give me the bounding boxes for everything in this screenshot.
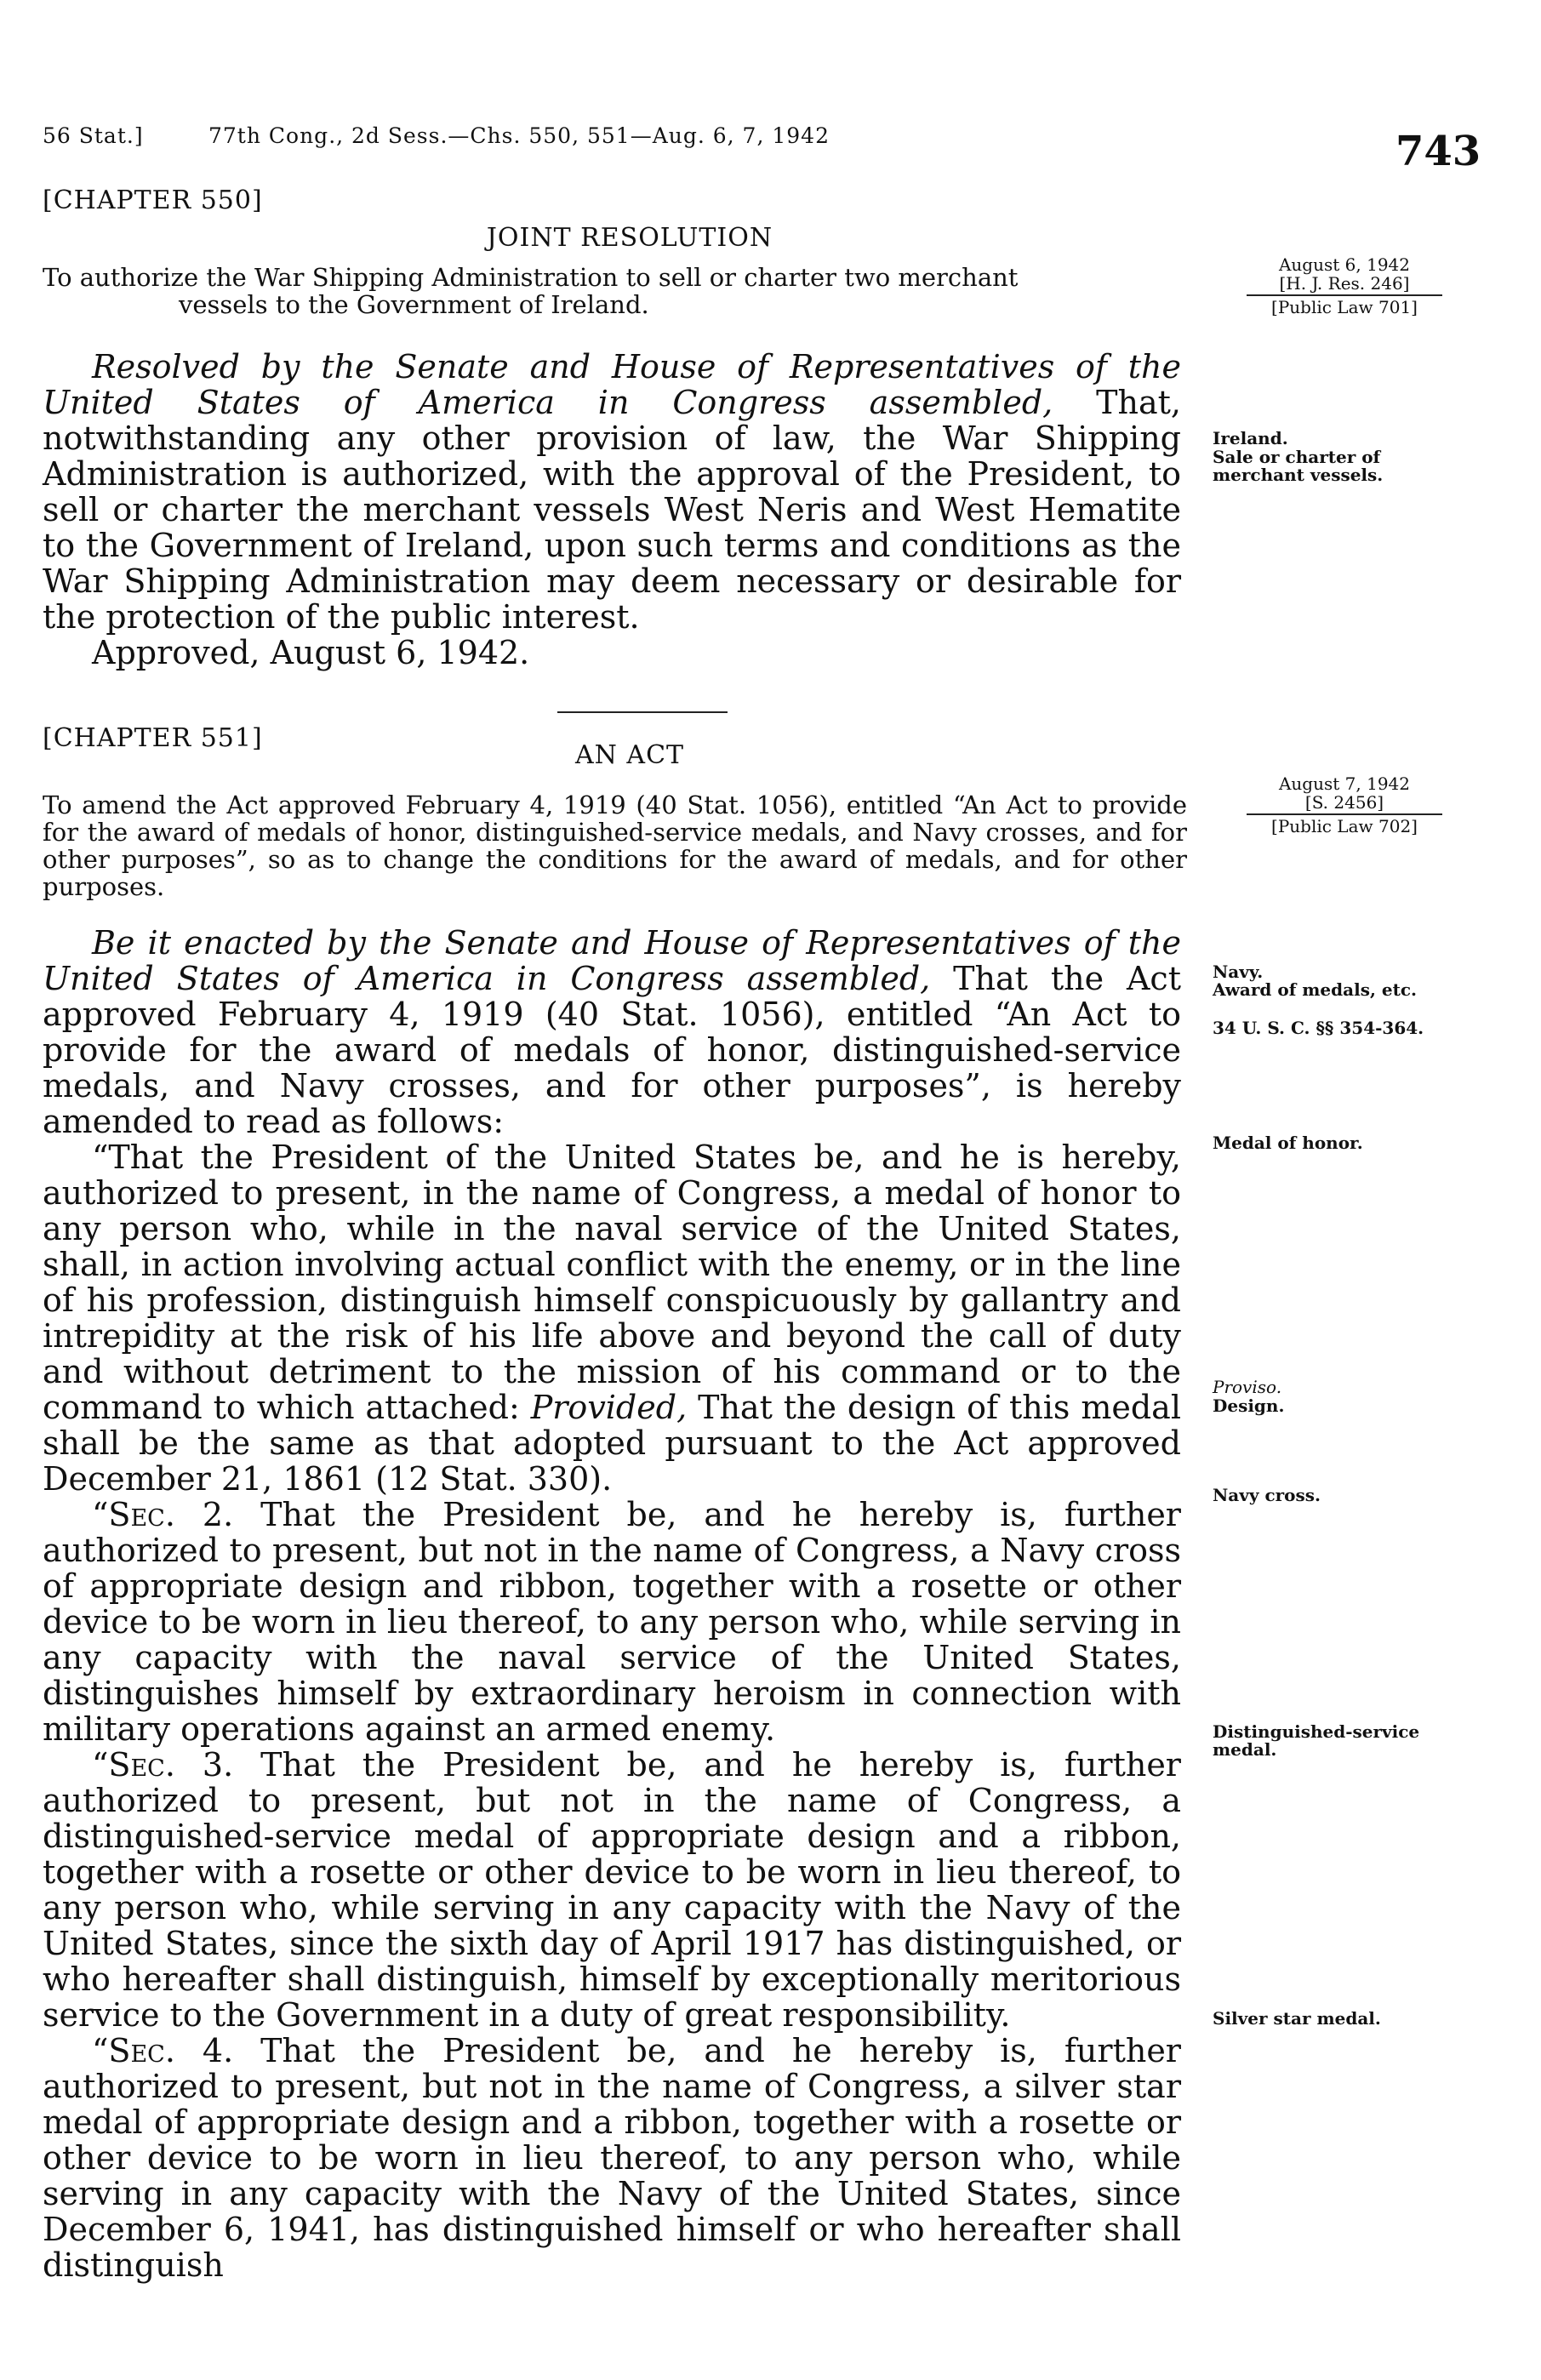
margin-note-distinguished-service-medal: Distinguished-service medal. <box>1213 1721 1420 1760</box>
chapter-550-enacting-clause: Resolved by the Senate and House of Representatives of the United States of America in Congress assembled, <box>43 348 1181 421</box>
chapter-550-purpose <box>43 264 1217 318</box>
margin-note-design: Design. <box>1213 1395 1285 1416</box>
chapter-551-margin-law: [Public Law 702] <box>1271 816 1418 836</box>
section-1-paragraph <box>43 1139 1181 1497</box>
section-2-paragraph <box>43 1497 1181 1747</box>
margin-note-award-of-medals: Award of medals, etc. <box>1213 979 1417 1000</box>
chapter-550-margin-date: August 6, 1942 <box>1278 254 1410 275</box>
chapter-551-label: [CHAPTER 551] <box>43 723 263 753</box>
chapter-551-purpose: To amend the Act approved February 4, 1919 (40 Stat. 1056), entitled “An Act to provide for the award of medals of honor, distinguished-service medals, and Navy crosses, and for other purposes”, so as to change the conditions for the award of medals, and for other purposes. <box>43 790 1187 901</box>
margin-note-navy: Navy. <box>1213 962 1264 982</box>
chapter-551-intro-paragraph <box>43 925 1181 1139</box>
chapter-550-paragraph <box>43 349 1181 635</box>
running-header-citation: 56 Stat.] <box>43 123 144 148</box>
margin-note-usc-citation: 34 U. S. C. §§ 354-364. <box>1213 1018 1424 1038</box>
chapter-550-purpose-line1: To authorize the War Shipping Administration to sell or charter two merchant <box>43 263 1019 292</box>
chapter-551-intro: That the Act approved February 4, 1919 (40 Stat. 1056), entitled “An Act to provide for the award of medals of honor, distinguished-service medals, and Navy crosses, and for other purposes”, is hereby amended to read as follows: <box>43 960 1181 1140</box>
chapter-550-type: JOINT RESOLUTION <box>486 223 773 253</box>
margin-note-silver-star: Silver star medal. <box>1213 2008 1381 2029</box>
chapter-551-enacting-clause: Be it enacted by the Senate and House of Representatives of the United States of America in Congress assembled, <box>43 924 1181 997</box>
chapter-550-margin-bill: [H. J. Res. 246] <box>1279 273 1410 294</box>
chapter-550-margin-law: [Public Law 701] <box>1271 297 1418 317</box>
section-3-label: “Sec. 3. <box>92 1746 234 1784</box>
running-header-session: 77th Cong., 2d Sess.—Chs. 550, 551—Aug. 6, 7, 1942 <box>208 123 830 148</box>
chapter-divider <box>557 711 728 713</box>
margin-note-sale-charter: Sale or charter of merchant vessels. <box>1213 447 1384 485</box>
chapter-550-approved: Approved, August 6, 1942. <box>92 634 530 671</box>
chapter-551-body <box>43 925 1181 2283</box>
chapter-551-type: AN ACT <box>574 740 685 770</box>
margin-note-medal-of-honor: Medal of honor. <box>1213 1133 1363 1153</box>
section-3-paragraph <box>43 1747 1181 2033</box>
section-4-label: “Sec. 4. <box>92 2032 234 2069</box>
chapter-551-margin-bill: [S. 2456] <box>1304 792 1384 813</box>
section-1-text: “That the President of the United States be, and he is hereby, authorized to present, in the name of Congress, a medal of honor to any person who, while in the naval service of the United States, shall, in action involving actual conflict with the enemy, or in the line of his profession, distinguish himself conspicuously by gallantry and intrepidity at the risk of his life above and beyond the call of duty and without detriment to the mission of his command or to the command to which attached: <box>43 1139 1181 1426</box>
chapter-551-margin-date: August 7, 1942 <box>1278 773 1410 794</box>
section-2-text: That the President be, and he hereby is, further authorized to present, but not in the name of Congress, a Navy cross of appropriate design and ribbon, together with a rosette or other device to be worn in lieu thereof, to any person who, while serving in any capacity with the naval service of the United States, distinguishes himself by extraordinary heroism in connection with military operations against an armed enemy. <box>43 1496 1181 1748</box>
chapter-550-purpose-line2: vessels to the Government of Ireland. <box>179 290 649 319</box>
chapter-551-margin-rule <box>1247 813 1442 815</box>
section-2-label: “Sec. 2. <box>92 1496 234 1533</box>
chapter-550-margin-rule <box>1247 294 1442 296</box>
section-1-proviso-text: That the design of this medal shall be the same as that adopted pursuant to the Act approved December 21, 1861 (12 Stat. 330). <box>43 1389 1181 1498</box>
page-number: 743 <box>1395 128 1481 175</box>
chapter-550-margin-stub <box>1238 255 1451 317</box>
margin-note-ireland: Ireland. <box>1213 428 1288 448</box>
proviso-word: Provided, <box>530 1389 688 1426</box>
section-3-text: That the President be, and he hereby is, further authorized to present, but not in the name of Congress, a distinguished-service medal of appropriate design and a ribbon, together with a rosette or other device to be worn in lieu thereof, to any person who, while serving in any capacity with the Navy of the United States, since the sixth day of April 1917 has distinguished, or who hereafter shall distinguish, himself by exceptionally meritorious service to the Government in a duty of great responsibility. <box>43 1746 1181 2034</box>
section-4-paragraph <box>43 2033 1181 2283</box>
margin-note-navy-cross: Navy cross. <box>1213 1485 1321 1505</box>
chapter-550-body <box>43 349 1181 671</box>
margin-note-proviso: Proviso. <box>1213 1377 1282 1397</box>
section-4-text: That the President be, and he hereby is, further authorized to present, but not in the name of Congress, a silver star medal of appropriate design and a ribbon, together with a rosette or other device to be worn in lieu thereof, to any person who, while serving in any capacity with the Navy of the United States, since December 6, 1941, has distinguished himself or who hereafter shall distinguish <box>43 2032 1181 2284</box>
chapter-550-label: [CHAPTER 550] <box>43 185 263 215</box>
chapter-551-margin-stub <box>1238 774 1451 836</box>
chapter-550-text: That, notwithstanding any other provision of law, the War Shipping Administration is authorized, with the approval of the President, to sell or charter the merchant vessels West Neris and West Hematite to the Government of Ireland, upon such terms and conditions as the War Shipping Administration may deem necessary or desirable for the protection of the public interest. <box>43 384 1181 636</box>
